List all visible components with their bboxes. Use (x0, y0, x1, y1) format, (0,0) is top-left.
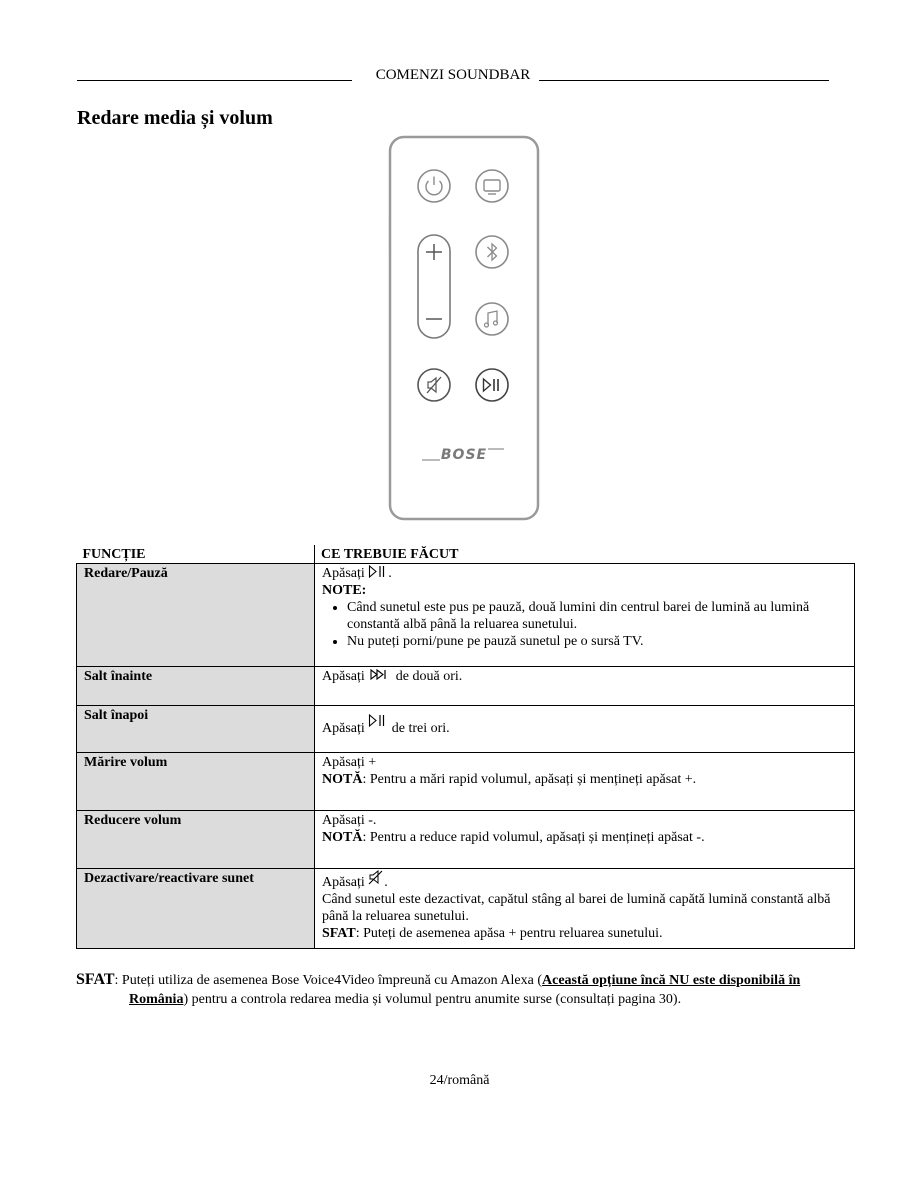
header-rule-right (539, 80, 829, 81)
functions-table (76, 545, 855, 949)
table-row (77, 811, 855, 869)
function-name: Salt înapoi (77, 706, 315, 753)
tip-text: : Puteți utiliza de asemenea Bose Voice4Video împreună cu Amazon Alexa ( (114, 973, 542, 988)
table-row (77, 869, 855, 949)
function-name: Redare/Pauză (77, 564, 315, 667)
tip-line: SFAT: Puteți de asemenea apăsa + pentru reluarea sunetului. (322, 926, 663, 941)
function-action: Apăsați de două ori. (315, 667, 855, 706)
function-action (315, 869, 855, 949)
note-list (322, 599, 848, 650)
mute-icon (368, 870, 384, 885)
press-line: Apăsați -. (322, 813, 377, 828)
press-line: Apăsați + (322, 755, 377, 770)
list-item: • Nu puteți porni/pune pe pauză sunetul pe o sursă TV. (347, 633, 848, 650)
function-name: Salt înainte (77, 667, 315, 706)
play-pause-icon (368, 565, 388, 578)
table-header-row (77, 545, 855, 564)
function-action (315, 753, 855, 811)
table-row (77, 667, 855, 706)
function-action (315, 811, 855, 869)
function-name: Mărire volum (77, 753, 315, 811)
function-name: Dezactivare/reactivare sunet (77, 869, 315, 949)
function-action (315, 564, 855, 667)
press-line: Apăsați . (322, 870, 848, 891)
table-row (77, 564, 855, 667)
tip-paragraph (76, 970, 816, 1009)
bose-logo: BOSE (440, 447, 488, 463)
section-title: Redare media și volum (77, 107, 273, 129)
note-line: NOTĂ: Pentru a reduce rapid volumul, apăsați și mențineți apăsat -. (322, 830, 705, 845)
col-header-function: FUNCȚIE (82, 547, 146, 562)
page-number: 24/română (429, 1073, 490, 1088)
table-row (77, 706, 855, 753)
header-title: COMENZI SOUNDBAR (375, 67, 531, 83)
function-action: Apăsați de trei ori. (315, 706, 855, 753)
press-line: Apăsați . (322, 566, 392, 581)
header-rule-left (77, 80, 352, 81)
tip-label: SFAT (76, 971, 115, 988)
col-header-action: CE TREBUIE FĂCUT (315, 545, 855, 564)
tip-text-end: ) pentru a controla redarea media și volumul pentru anumite surse (consultați pagina 30). (183, 992, 682, 1007)
note-line: NOTĂ: Pentru a mări rapid volumul, apăsați și mențineți apăsat +. (322, 772, 697, 787)
page-header (77, 66, 829, 84)
play-pause-icon (368, 714, 388, 729)
function-name: Reducere volum (77, 811, 315, 869)
list-item: • Când sunetul este pus pe pauză, două lumini din centrul barei de lumină au lumină constantă albă până la reluarea sunetului. (347, 599, 848, 633)
skip-forward-icon (368, 668, 392, 681)
tip-underlined: Această opțiune încă NU este disponibilă în România (129, 973, 801, 1007)
remote-control-illustration (388, 135, 540, 521)
note-label: NOTE: (322, 583, 367, 598)
mute-description: Când sunetul este dezactivat, capătul stâng al barei de lumină capătă lumină constantă albă până la reluarea sunetului. (322, 892, 831, 924)
table-row (77, 753, 855, 811)
